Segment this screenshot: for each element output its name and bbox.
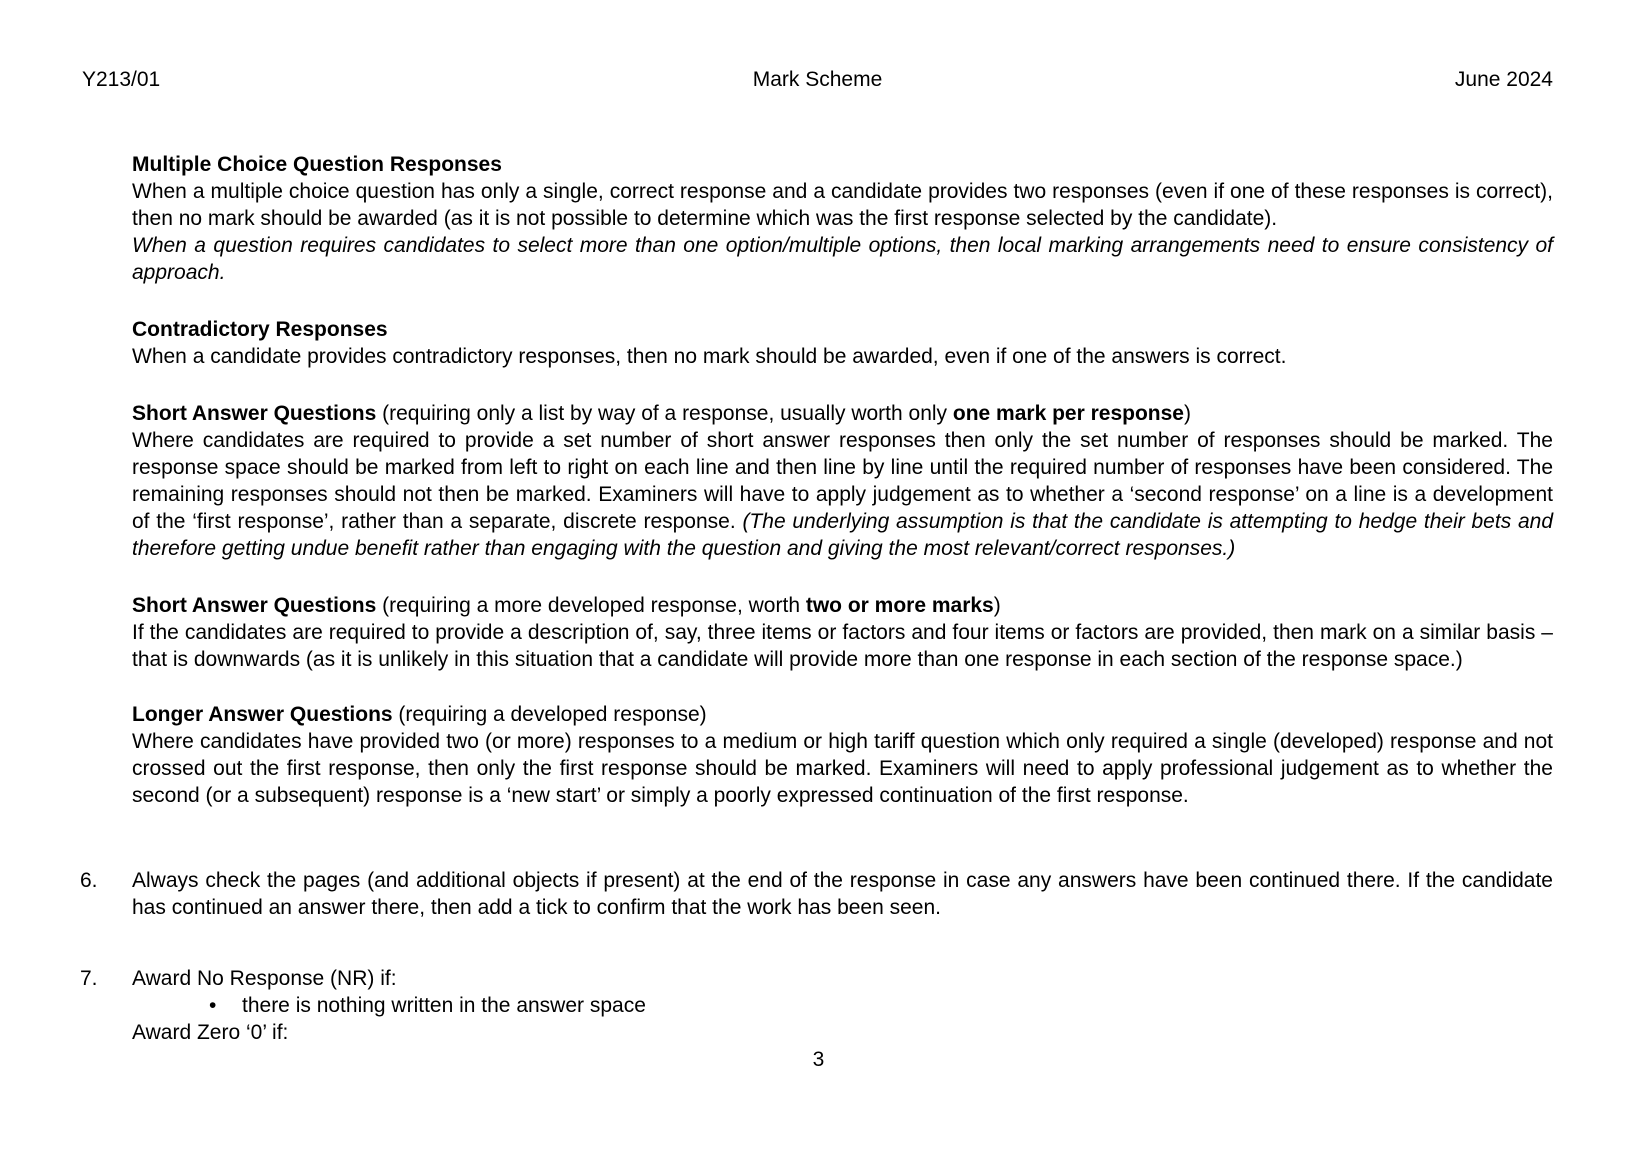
heading-bold: two or more marks bbox=[805, 594, 994, 617]
section-heading bbox=[132, 701, 1553, 728]
section-short-answer-developed bbox=[132, 592, 1553, 673]
header-session: June 2024 bbox=[1454, 68, 1553, 91]
heading-bold: Short Answer Questions bbox=[132, 402, 377, 425]
bullet-icon: • bbox=[209, 994, 217, 1017]
heading-bold: Longer Answer Questions bbox=[132, 703, 393, 726]
section-heading: Multiple Choice Question Responses bbox=[132, 153, 502, 176]
heading-normal: (requiring only a list by way of a response, usually worth only bbox=[376, 402, 953, 425]
header-doc-title: Mark Scheme bbox=[752, 68, 883, 91]
section-multiple-choice bbox=[132, 151, 1553, 286]
paragraph: Award Zero ‘0’ if: bbox=[132, 1021, 289, 1044]
heading-bold: one mark per response bbox=[952, 402, 1184, 425]
section-heading bbox=[132, 592, 1553, 619]
paragraph: Where candidates have provided two (or more) responses to a medium or high tariff question which only required a single (developed) response and not crossed out the first response, then only the first response should be marked. Examiners will need to apply professional judgement as to whether the second (or a subsequent) response is a ‘new start’ or simply a poorly expressed continuation of the first response. bbox=[132, 730, 1553, 807]
item-number: 6. bbox=[80, 869, 98, 892]
bullet-text: there is nothing written in the answer space bbox=[242, 994, 646, 1017]
paragraph-run: Where candidates are required to provide a set number of short answer responses then only the set number of responses should be marked. The response space should be marked from left to right on each line and then line by line until the required number of responses have been considered. The remaining responses should not then be marked. Examiners will have to apply judgement as to whether a ‘second response’ on a line is a development of the ‘first response’, rather than a separate, discrete response. bbox=[132, 429, 1553, 533]
document-body bbox=[0, 151, 1637, 1046]
page-footer bbox=[0, 1046, 1637, 1073]
section-heading: Contradictory Responses bbox=[132, 318, 388, 341]
bullet-item bbox=[132, 992, 1553, 1019]
paragraph: Always check the pages (and additional objects if present) at the end of the response in case any answers have been continued there. If the candidate has continued an answer there, then add a tick to confirm that the work has been seen. bbox=[132, 869, 1553, 919]
numbered-item-7 bbox=[80, 965, 1553, 1046]
paragraph: When a multiple choice question has only a single, correct response and a candidate provides two responses (even if one of these responses is correct), then no mark should be awarded (as it is not possible to determine which was the first response selected by the candidate). bbox=[132, 180, 1553, 230]
paragraph-italic: When a question requires candidates to select more than one option/multiple options, then local marking arrangements need to ensure consistency of approach. bbox=[132, 234, 1553, 284]
paragraph bbox=[132, 427, 1553, 562]
page-number: 3 bbox=[812, 1048, 825, 1071]
paragraph: Award No Response (NR) if: bbox=[132, 967, 397, 990]
page-header bbox=[0, 0, 1637, 93]
item-number: 7. bbox=[80, 967, 98, 990]
item-body bbox=[132, 867, 1553, 921]
section-contradictory bbox=[132, 316, 1553, 370]
header-paper-code: Y213/01 bbox=[82, 68, 161, 91]
section-short-answer-list bbox=[132, 400, 1553, 562]
paragraph: When a candidate provides contradictory responses, then no mark should be awarded, even if one of the answers is correct. bbox=[132, 345, 1287, 368]
heading-normal: (requiring a developed response) bbox=[392, 703, 707, 726]
heading-normal: (requiring a more developed response, worth bbox=[376, 594, 806, 617]
paragraph-run-italic: (The underlying assumption is that the candidate is attempting to hedge their bets and therefore getting undue benefit rather than engaging with the question and giving the most relevant/correct responses.) bbox=[132, 510, 1553, 560]
paragraph: If the candidates are required to provide a description of, say, three items or factors and four items or factors are provided, then mark on a similar basis – that is downwards (as it is unlikely in this situation that a candidate will provide more than one response in each section of the response space.) bbox=[132, 621, 1553, 671]
item-body bbox=[132, 965, 1553, 1046]
heading-normal: ) bbox=[993, 594, 1001, 617]
heading-bold: Short Answer Questions bbox=[132, 594, 377, 617]
section-longer-answer bbox=[132, 701, 1553, 809]
numbered-item-6 bbox=[80, 867, 1553, 921]
section-heading bbox=[132, 400, 1553, 427]
heading-normal: ) bbox=[1183, 402, 1191, 425]
